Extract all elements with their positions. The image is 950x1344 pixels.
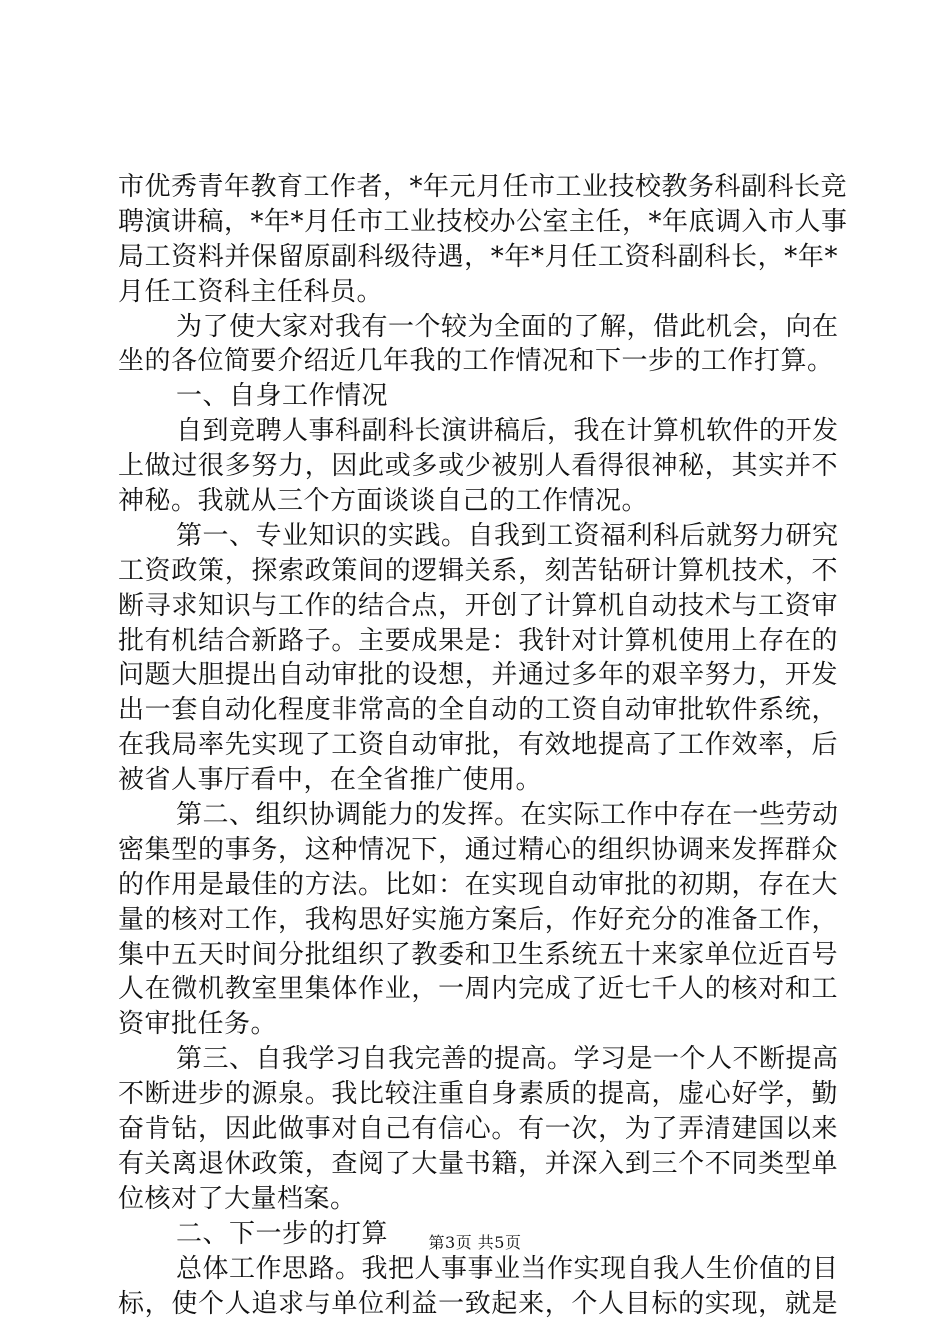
text-line: 量的核对工作，我构思好实施方案后，作好充分的准备工作，	[118, 904, 838, 935]
text-line: 市优秀青年教育工作者，*年元月任市工业技校教务科副科长竞	[118, 172, 848, 202]
text-line: 不断进步的源泉。我比较注重自身素质的提高，虚心好学，勤	[118, 1079, 838, 1110]
text-line: 断寻求知识与工作的结合点，开创了计算机自动技术与工资审	[118, 590, 838, 621]
text-line: 工资政策，探索政策间的逻辑关系，刻苦钻研计算机技术，不	[118, 555, 838, 586]
text-line: 人在微机教室里集体作业，一周内完成了近七千人的核对和工	[118, 974, 838, 1005]
text-line: 资审批任务。	[118, 1009, 278, 1040]
text-line: 在我局率先实现了工资自动审批，有效地提高了工作效率，后	[118, 730, 838, 761]
text-line: 神秘。我就从三个方面谈谈自己的工作情况。	[118, 486, 649, 517]
text-line: 总体工作思路。我把人事事业当作实现自我人生价值的目	[176, 1253, 839, 1284]
text-line: 聘演讲稿，*年*月任市工业技校办公室主任，*年底调入市人事	[118, 206, 848, 237]
text-line: 为了使大家对我有一个较为全面的了解，借此机会，向在	[176, 311, 839, 342]
text-line: 第一、专业知识的实践。自我到工资福利科后就努力研究	[176, 520, 839, 551]
text-line: 有关离退休政策，查阅了大量书籍，并深入到三个不同类型单	[118, 1148, 838, 1179]
text-line: 第三、自我学习自我完善的提高。学习是一个人不断提高	[176, 1044, 839, 1075]
section-heading: 二、下一步的打算	[176, 1218, 389, 1249]
text-line: 问题大胆提出自动审批的设想，并通过多年的艰辛努力，开发	[118, 660, 838, 691]
text-line: 密集型的事务，这种情况下，通过精心的组织协调来发挥群众	[118, 834, 838, 865]
text-line: 第二、组织协调能力的发挥。在实际工作中存在一些劳动	[176, 800, 839, 831]
text-line: 奋肯钻，因此做事对自己有信心。有一次，为了弄清建国以来	[118, 1114, 838, 1145]
text-line: 局工资料并保留原副科级待遇，*年*月任工资科副科长，*年*	[118, 241, 838, 272]
text-line: 位核对了大量档案。	[118, 1183, 357, 1214]
text-line: 上做过很多努力，因此或多或少被别人看得很神秘，其实并不	[118, 451, 838, 482]
text-line: 批有机结合新路子。主要成果是：我针对计算机使用上存在的	[118, 625, 838, 656]
page-footer: 第3页 共5页	[428, 1233, 522, 1252]
text-line: 的作用是最佳的方法。比如：在实现自动审批的初期，存在大	[118, 869, 838, 900]
text-line: 被省人事厅看中，在全省推广使用。	[118, 765, 543, 796]
text-line: 自到竞聘人事科副科长演讲稿后，我在计算机软件的开发	[176, 416, 839, 447]
section-heading: 一、自身工作情况	[176, 381, 389, 412]
text-line: 标，使个人追求与单位利益一致起来，个人目标的实现，就是	[118, 1288, 838, 1319]
text-line: 集中五天时间分批组织了教委和卫生系统五十来家单位近百号	[118, 939, 838, 970]
text-line: 坐的各位简要介绍近几年我的工作情况和下一步的工作打算。	[118, 346, 834, 377]
body-text	[118, 170, 848, 1321]
text-line: 出一套自动化程度非常高的全自动的工资自动审批软件系统，	[118, 695, 838, 726]
text-line: 月任工资科主任科员。	[118, 276, 384, 307]
